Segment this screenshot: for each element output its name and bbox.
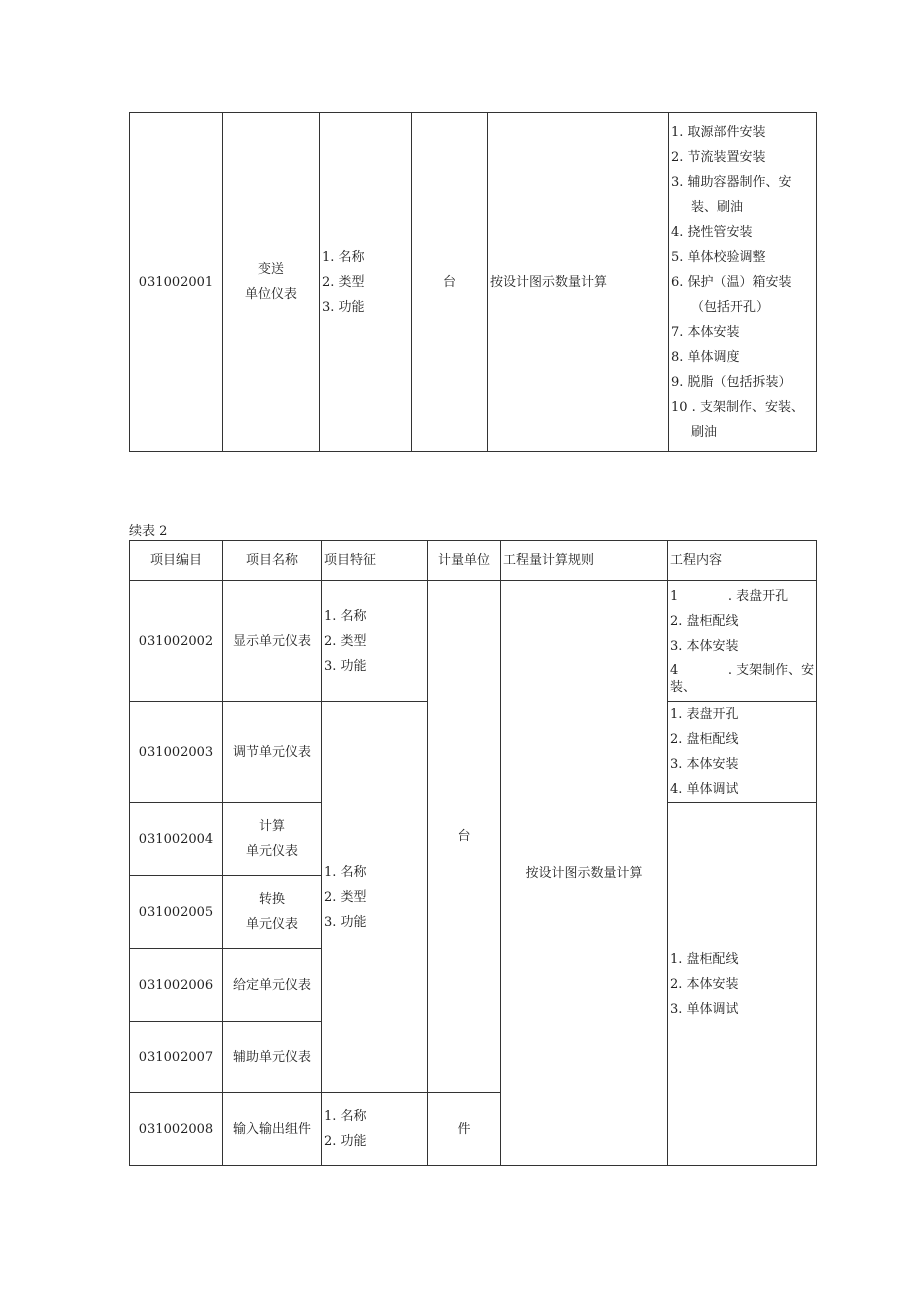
content-line: 4. 单体调试 (670, 782, 739, 797)
content-line-cont: 装、刷油 (691, 199, 744, 215)
item-name-cell (223, 1093, 322, 1166)
item-name: 显示单元仪表 (232, 633, 311, 649)
unit: 件 (457, 1121, 471, 1137)
instrument-table-1 (129, 112, 817, 452)
content-line: 2. 盘柜配线 (670, 614, 739, 629)
item-code: 031002002 (130, 581, 223, 702)
item-name-cell (223, 1022, 322, 1093)
rule-cell (501, 581, 668, 1166)
content-line: 2. 节流装置安装 (671, 149, 766, 165)
content-line: 4. 挠性管安装 (671, 224, 753, 240)
content-line: 3. 本体安装 (670, 757, 739, 772)
content-line: 1. 取源部件安装 (671, 124, 766, 140)
item-features-cell (320, 113, 412, 452)
item-name-cell (223, 876, 322, 949)
content-line: 4 . 支架制作、安 (670, 663, 815, 678)
item-name-cell (223, 581, 322, 702)
item-name: 辅助单元仪表 (232, 1049, 311, 1065)
content-line: 8. 单体调度 (671, 349, 740, 365)
item-code-cell (130, 113, 223, 452)
feature-line: 3. 功能 (324, 914, 367, 930)
feature-line: 1. 名称 (324, 1109, 367, 1124)
item-code: 031002008 (130, 1093, 223, 1166)
item-name: 给定单元仪表 (232, 977, 311, 993)
header-code: 项目编目 (130, 541, 223, 581)
item-name-line: 单元仪表 (245, 917, 298, 932)
content-line: 2. 本体安装 (670, 976, 739, 992)
item-code: 031002006 (130, 949, 223, 1022)
unit-cell (412, 113, 488, 452)
content-line: 5. 单体校验调整 (671, 249, 766, 265)
item-name-line: 转换 (258, 892, 285, 907)
content-line: 1. 表盘开孔 (670, 707, 739, 722)
item-name-cell (223, 949, 322, 1022)
table-row (130, 581, 817, 702)
item-code: 031002001 (138, 274, 214, 290)
content-line: 3. 单体调试 (670, 1001, 739, 1017)
content-line: 9. 脱脂（包括拆装） (671, 374, 792, 390)
item-code: 031002007 (130, 1022, 223, 1093)
content-cell (668, 581, 817, 702)
item-name: 调节单元仪表 (232, 744, 311, 760)
content-line-cont: 刷油 (691, 424, 718, 440)
content-line: 装、 (670, 680, 697, 695)
item-code: 031002003 (130, 702, 223, 803)
content-line-cont: （包括开孔） (691, 299, 770, 315)
feature-line: 2. 功能 (324, 1134, 367, 1149)
item-name-line: 变送 (257, 262, 284, 277)
feature-line: 2. 类型 (324, 633, 367, 649)
content-line: 3. 本体安装 (670, 639, 739, 654)
item-name-line: 单元仪表 (245, 844, 298, 859)
content-line: 10 . 支架制作、安装、 (671, 399, 804, 415)
content-cell (668, 803, 817, 1166)
item-features-cell (322, 581, 428, 702)
content-line: 6. 保护（温）箱安装 (671, 274, 792, 290)
header-rule: 工程量计算规则 (501, 541, 668, 581)
header-unit: 计量单位 (428, 541, 501, 581)
item-name-cell (223, 113, 320, 452)
header-name: 项目名称 (223, 541, 322, 581)
header-features: 项目特征 (322, 541, 428, 581)
item-name-line: 计算 (258, 819, 285, 834)
content-line: 3. 辅助容器制作、安 (671, 174, 792, 190)
table-caption: 续表 2 (129, 524, 168, 539)
item-name-cell (223, 702, 322, 803)
unit: 台 (457, 829, 471, 844)
item-name-line: 单位仪表 (244, 287, 297, 302)
rule-cell (488, 113, 669, 452)
unit-cell (428, 1093, 501, 1166)
feature-line: 2. 类型 (322, 274, 365, 290)
feature-line: 3. 功能 (324, 658, 367, 674)
feature-line: 2. 类型 (324, 889, 367, 905)
item-name-cell (223, 803, 322, 876)
item-features-cell (322, 1093, 428, 1166)
rule: 按设计图示数量计算 (525, 865, 643, 881)
item-code: 031002005 (130, 876, 223, 949)
feature-line: 3. 功能 (322, 299, 365, 315)
content-line: 7. 本体安装 (671, 324, 740, 340)
content-cell (669, 113, 817, 452)
feature-line: 1. 名称 (324, 608, 367, 624)
content-line: 1 . 表盘开孔 (670, 589, 789, 604)
rule: 按设计图示数量计算 (490, 274, 608, 290)
content-cell (668, 702, 817, 803)
content-line: 2. 盘柜配线 (670, 732, 739, 747)
header-content: 工程内容 (668, 541, 817, 581)
header-row (130, 541, 817, 581)
item-name: 输入输出组件 (232, 1121, 311, 1137)
feature-line: 1. 名称 (324, 864, 367, 880)
item-code: 031002004 (130, 803, 223, 876)
unit: 台 (442, 274, 456, 290)
unit-cell (428, 581, 501, 1093)
instrument-table-2 (129, 540, 817, 1166)
item-features-cell (322, 702, 428, 1093)
feature-line: 1. 名称 (322, 249, 365, 265)
content-line: 1. 盘柜配线 (670, 951, 739, 967)
